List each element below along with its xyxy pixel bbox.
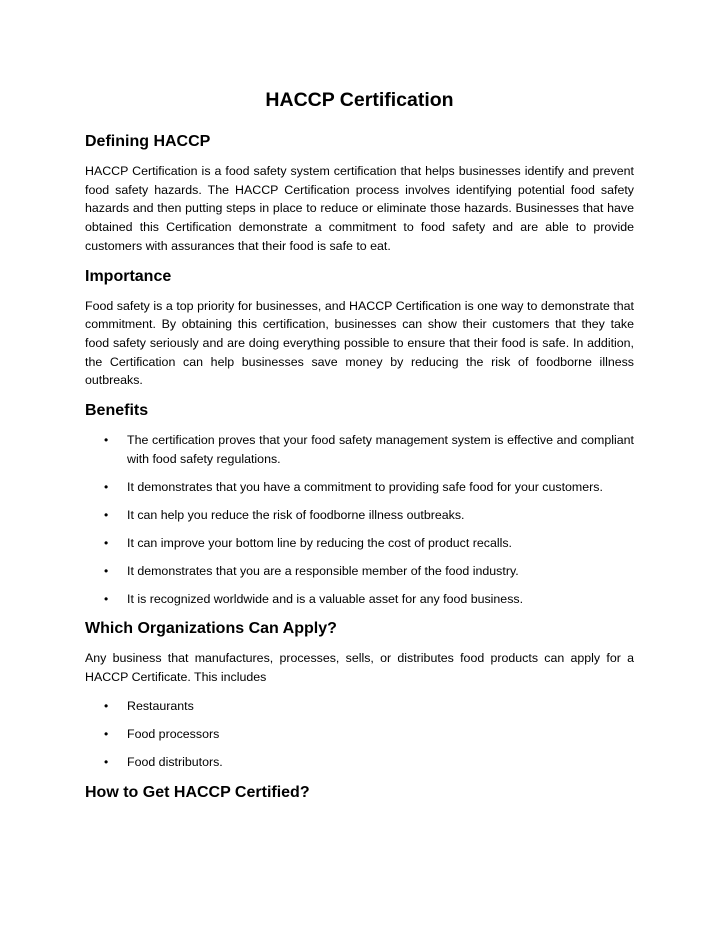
paragraph-defining: HACCP Certification is a food safety system certification that helps businesses identify and prevent food safety hazards. The HACCP Certification process involves identifying potential food safety hazards and then putting steps in place to reduce or eliminate those hazards. Businesses that have obtained this Certification demonstrate a commitment to food safety and are able to provide customers with assurances that their food is safe to eat.: [85, 164, 634, 253]
bullet-icon: •: [104, 507, 109, 522]
list-item-text: It demonstrates that you are a responsible member of the food industry.: [127, 563, 519, 578]
bullet-icon: •: [104, 591, 109, 606]
list-item-text: It is recognized worldwide and is a valuable asset for any food business.: [127, 591, 524, 606]
list-item: [85, 534, 634, 553]
section-heading-importance: Importance: [85, 267, 172, 285]
list-item: [85, 506, 634, 525]
organizations-list: [85, 697, 634, 772]
bullet-icon: •: [104, 535, 109, 550]
paragraph-importance: Food safety is a top priority for businesses, and HACCP Certification is one way to demonstrate that commitment. By obtaining this certification, businesses can show their customers that they take food safety seriously and are doing everything possible to ensure that their food is safe. In addition, the Certification can help businesses save money by reducing the risk of foodborne illness outbreaks.: [85, 298, 634, 388]
list-item: [85, 590, 634, 609]
benefits-list: [85, 431, 634, 608]
list-item: [85, 562, 634, 581]
list-item-text: It can help you reduce the risk of foodborne illness outbreaks.: [127, 507, 465, 522]
list-item-text: Food distributors.: [127, 754, 223, 769]
list-item-text: The certification proves that your food safety management system is effective and compliant with food safety regulations.: [127, 433, 634, 466]
list-item: [85, 478, 634, 497]
section-heading-defining: Defining HACCP: [85, 133, 211, 150]
section-heading-organizations: Which Organizations Can Apply?: [85, 620, 337, 638]
list-item: [85, 697, 634, 716]
list-item: [85, 753, 634, 772]
list-item-text: It demonstrates that you have a commitment to providing safe food for your customers.: [127, 479, 603, 494]
list-item: [85, 725, 634, 744]
bullet-icon: •: [104, 433, 109, 448]
list-item-text: Restaurants: [127, 698, 194, 713]
section-heading-howto: How to Get HACCP Certified?: [85, 783, 310, 801]
paragraph-organizations: Any business that manufactures, processes, sells, or distributes food products can apply for a HACCP Certificate. This includes: [85, 651, 634, 685]
bullet-icon: •: [104, 726, 109, 741]
bullet-icon: •: [104, 563, 109, 578]
list-item: [85, 431, 634, 468]
list-item-text: It can improve your bottom line by reducing the cost of product recalls.: [127, 535, 512, 550]
list-item-text: Food processors: [127, 726, 220, 741]
bullet-icon: •: [104, 754, 109, 769]
document-title: HACCP Certification: [265, 89, 454, 111]
section-heading-benefits: Benefits: [85, 402, 149, 420]
bullet-icon: •: [104, 479, 109, 494]
bullet-icon: •: [104, 698, 109, 713]
